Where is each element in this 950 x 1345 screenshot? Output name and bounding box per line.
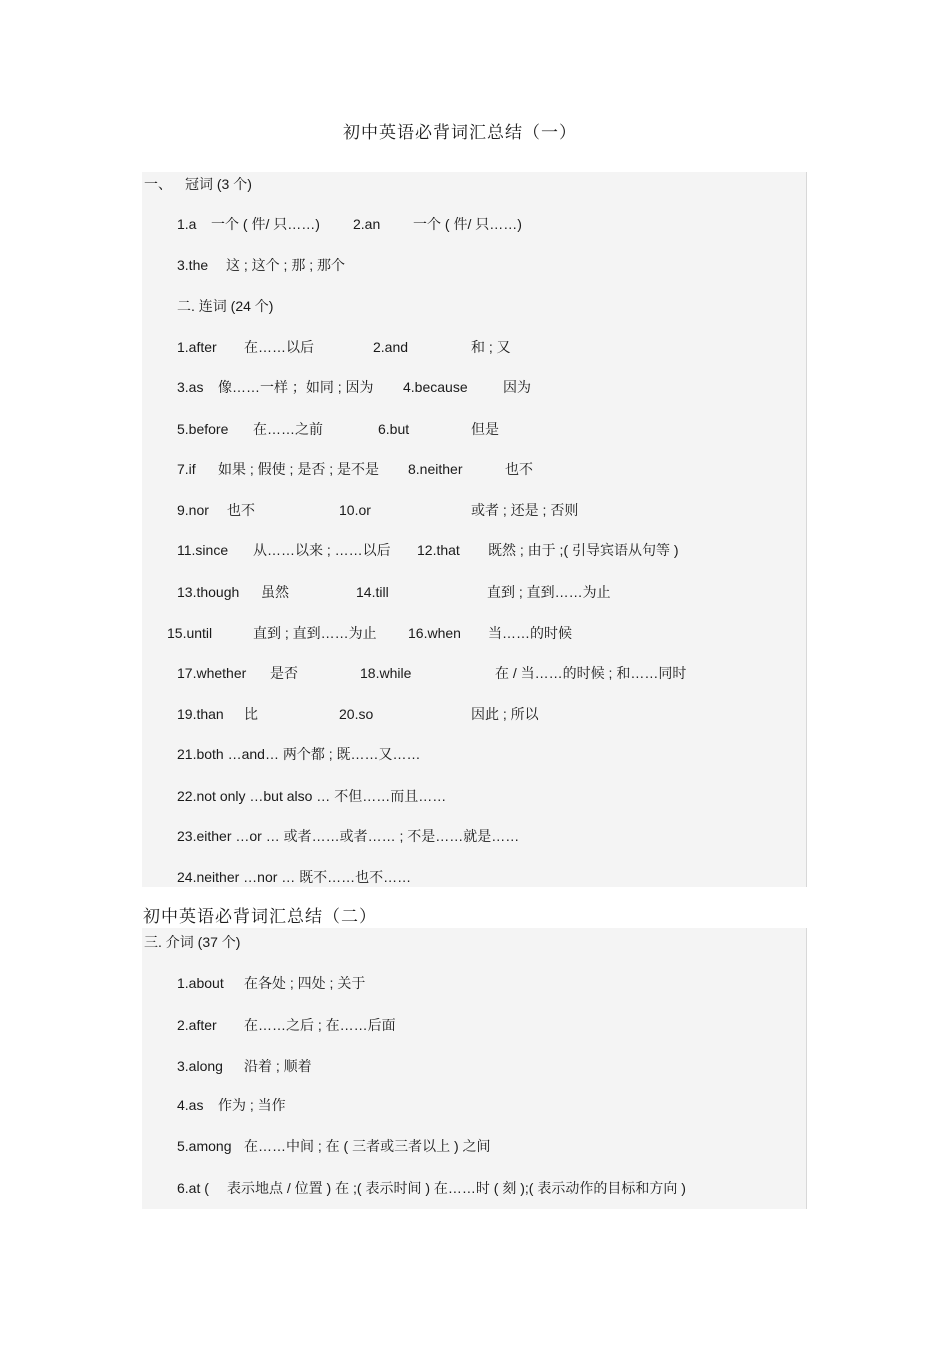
meaning: 在……之前: [253, 421, 323, 437]
meaning: 从……以来 ; ……以后: [253, 542, 391, 558]
meaning: 一个 ( 件/ 只……): [413, 216, 522, 232]
word: 3.along: [177, 1058, 223, 1074]
meaning: 和 ; 又: [471, 339, 511, 355]
meaning: 表示地点 / 位置 ) 在 ;( 表示时间 ) 在……时 ( 刻 );( 表示动作的目标和方向 ): [227, 1180, 686, 1196]
word: 9.nor: [177, 502, 209, 518]
section-heading-conjunctions: 二. 连词 (24 个): [177, 298, 274, 314]
word: 5.among: [177, 1138, 232, 1154]
word: 1.about: [177, 975, 224, 991]
word: 4.because: [403, 379, 468, 395]
meaning: 或者 ; 还是 ; 否则: [471, 502, 579, 518]
word: 3.as: [177, 379, 204, 395]
list-item: 23.either …or … 或者……或者…… ; 不是……就是……: [177, 828, 520, 844]
meaning: 直到 ; 直到……为止: [253, 625, 377, 641]
word: 2.after: [177, 1017, 217, 1033]
vocab-panel-1: [142, 172, 807, 887]
meaning: 在各处 ; 四处 ; 关于: [244, 975, 366, 991]
section-title: 冠词 (3 个): [185, 176, 252, 192]
word: 5.before: [177, 421, 229, 437]
word: 2.and: [373, 339, 409, 355]
meaning: 这 ; 这个 ; 那 ; 那个: [226, 257, 346, 273]
meaning: 直到 ; 直到……为止: [487, 584, 611, 600]
meaning: 在 / 当……的时候 ; 和……同时: [495, 665, 687, 681]
list-item: 22.not only …but also … 不但……而且……: [177, 788, 447, 804]
word: 2.an: [353, 216, 381, 232]
word: 16.when: [408, 625, 461, 641]
meaning: 像……一样 ；如同 ; 因为: [218, 379, 374, 395]
word: 3.the: [177, 257, 209, 273]
meaning: 在……中间 ; 在 ( 三者或三者以上 ) 之间: [244, 1138, 491, 1154]
meaning: 是否: [270, 665, 298, 681]
meaning: 一个 ( 件/ 只……): [211, 216, 320, 232]
word: 13.though: [177, 584, 240, 600]
word: 18.while: [360, 665, 412, 681]
word: 1.a: [177, 216, 197, 232]
word: 17.whether: [177, 665, 247, 681]
meaning: 在……以后: [244, 339, 314, 355]
word: 4.as: [177, 1097, 204, 1113]
meaning: 当……的时候: [488, 625, 572, 641]
list-item: 24.neither …nor … 既不……也不……: [177, 869, 412, 885]
meaning: 在……之后 ; 在……后面: [244, 1017, 396, 1033]
meaning: 因此 ; 所以: [471, 706, 539, 722]
meaning: 沿着 ; 顺着: [244, 1058, 312, 1074]
word: 6.but: [378, 421, 410, 437]
word: 14.till: [356, 584, 389, 600]
word: 6.at (: [177, 1180, 209, 1196]
meaning: 因为: [503, 379, 531, 395]
word: 8.neither: [408, 461, 463, 477]
vocab-panel-2: [142, 928, 807, 1209]
section-heading-prepositions: 三. 介词 (37 个): [144, 934, 241, 950]
word: 15.until: [167, 625, 213, 641]
meaning: 虽然: [261, 584, 289, 600]
word: 12.that: [417, 542, 460, 558]
meaning: 如果 ; 假使 ; 是否 ; 是不是: [218, 461, 380, 477]
meaning: 既然 ; 由于 ;( 引导宾语从句等 ): [488, 542, 679, 558]
page-title-1: 初中英语必背词汇总结（一）: [343, 123, 577, 143]
meaning: 比: [244, 706, 258, 722]
word: 11.since: [177, 542, 229, 558]
word: 20.so: [339, 706, 374, 722]
meaning: 也不: [227, 502, 255, 518]
section-number: 一、: [144, 176, 172, 192]
page-title-2: 初中英语必背词汇总结（二）: [143, 907, 377, 927]
meaning: 作为 ; 当作: [218, 1097, 286, 1113]
word: 1.after: [177, 339, 217, 355]
word: 10.or: [339, 502, 371, 518]
word: 19.than: [177, 706, 224, 722]
word: 7.if: [177, 461, 196, 477]
meaning: 但是: [471, 421, 499, 437]
meaning: 也不: [505, 461, 533, 477]
list-item: 21.both …and… 两个都 ; 既……又……: [177, 746, 421, 762]
